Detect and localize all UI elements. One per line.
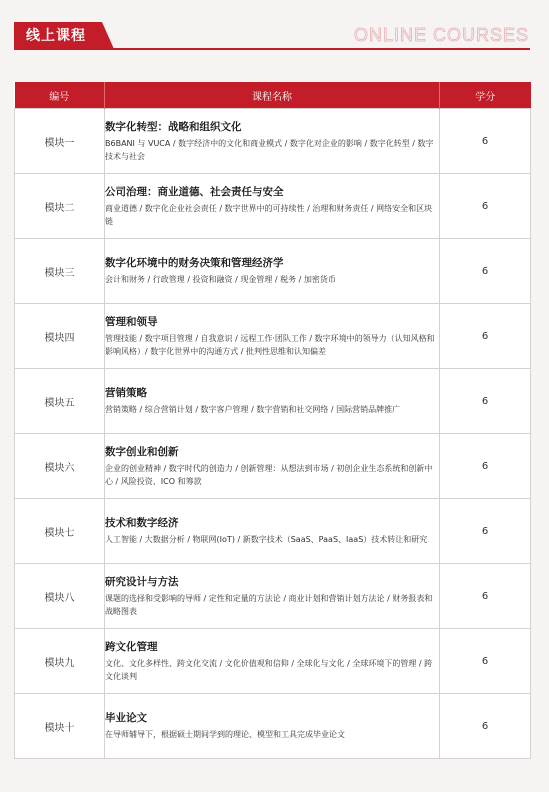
course-credits: 6 xyxy=(440,564,531,629)
course-credits: 6 xyxy=(440,369,531,434)
course-cell xyxy=(105,564,440,629)
title-divider xyxy=(14,48,530,50)
module-number: 模块一 xyxy=(15,109,105,174)
course-description: 课题的选择和受影响的导师 / 定性和定量的方法论 / 商业计划和营销计划方法论 / 财务报表和战略图表 xyxy=(105,594,433,616)
course-description: 在导师辅导下，根据硕士期间学到的理论、模型和工具完成毕业论文 xyxy=(105,730,345,740)
table-row xyxy=(15,109,531,174)
course-credits: 6 xyxy=(440,499,531,564)
table-row xyxy=(15,694,531,759)
table-row xyxy=(15,629,531,694)
course-description: 人工智能 / 大数据分析 / 物联网(IoT) / 新数字技术（SaaS、PaaS、IaaS）技术转让和研究 xyxy=(105,535,428,545)
course-description: B6BANI 与 VUCA / 数字经济中的文化和商业模式 / 数字化对企业的影响 / 数字化转型 / 数字技术与社会 xyxy=(105,139,434,161)
column-header-credits: 学分 xyxy=(440,82,531,109)
section-header xyxy=(0,0,549,52)
course-description: 营销策略 / 综合营销计划 / 数字客户管理 / 数字营销和社交网络 / 国际营销品牌推广 xyxy=(105,405,401,415)
module-number: 模块六 xyxy=(15,434,105,499)
module-number: 模块十 xyxy=(15,694,105,759)
course-title: 营销策略 xyxy=(105,387,147,400)
table-row xyxy=(15,434,531,499)
course-title: 技术和数字经济 xyxy=(105,517,179,530)
course-title: 数字化环境中的财务决策和管理经济学 xyxy=(105,257,284,270)
course-credits: 6 xyxy=(440,109,531,174)
table-row xyxy=(15,499,531,564)
course-description: 企业的创业精神 / 数字时代的创造力 / 创新管理：从想法到市场 / 初创企业生态系统和创新中心 / 风险投资、ICO 和筹款 xyxy=(105,464,433,486)
column-header-course: 课程名称 xyxy=(105,82,440,109)
course-credits: 6 xyxy=(440,304,531,369)
course-description: 商业道德 / 数字化企业社会责任 / 数字世界中的可持续性 / 治理和财务责任 / 网络安全和区块链 xyxy=(105,204,433,226)
course-credits: 6 xyxy=(440,629,531,694)
course-credits: 6 xyxy=(440,174,531,239)
course-description: 文化、文化多样性、跨文化交流 / 文化价值观和信仰 / 全球化与文化 / 全球环境下的管理 / 跨文化谈判 xyxy=(105,659,433,681)
course-cell xyxy=(105,304,440,369)
course-credits: 6 xyxy=(440,239,531,304)
course-cell xyxy=(105,174,440,239)
course-title: 毕业论文 xyxy=(105,712,147,725)
course-credits: 6 xyxy=(440,694,531,759)
table-body xyxy=(15,109,531,759)
module-number: 模块三 xyxy=(15,239,105,304)
module-number: 模块五 xyxy=(15,369,105,434)
module-number: 模块七 xyxy=(15,499,105,564)
page-title: 线上课程 xyxy=(26,28,86,44)
module-number: 模块四 xyxy=(15,304,105,369)
course-title: 公司治理：商业道德、社会责任与安全 xyxy=(105,186,284,198)
course-cell xyxy=(105,499,440,564)
table-row xyxy=(15,369,531,434)
english-title: ONLINE COURSES xyxy=(353,25,529,45)
course-cell xyxy=(105,369,440,434)
course-title: 研究设计与方法 xyxy=(105,576,179,588)
module-number: 模块二 xyxy=(15,174,105,239)
course-cell xyxy=(105,694,440,759)
module-number: 模块八 xyxy=(15,564,105,629)
course-credits: 6 xyxy=(440,434,531,499)
course-cell xyxy=(105,239,440,304)
course-description: 会计和财务 / 行政管理 / 投资和融资 / 现金管理 / 税务 / 加密货币 xyxy=(105,275,336,285)
course-description: 管理技能 / 数字项目管理 / 自我意识 / 远程工作·团队工作 / 数字环境中的领导力（认知风格和影响风格）/ 数字化世界中的沟通方式 / 批判性思维和认知偏差 xyxy=(105,334,435,356)
course-cell xyxy=(105,109,440,174)
courses-table xyxy=(14,82,531,759)
column-header-id: 编号 xyxy=(15,82,105,109)
table-row xyxy=(15,174,531,239)
table-row xyxy=(15,564,531,629)
table-row xyxy=(15,304,531,369)
course-title: 管理和领导 xyxy=(105,316,158,328)
course-title: 数字化转型：战略和组织文化 xyxy=(105,121,242,133)
course-title: 数字创业和创新 xyxy=(105,446,179,458)
course-cell xyxy=(105,434,440,499)
table-row xyxy=(15,239,531,304)
table-header-row xyxy=(15,82,531,109)
module-number: 模块九 xyxy=(15,629,105,694)
course-cell xyxy=(105,629,440,694)
course-title: 跨文化管理 xyxy=(105,641,158,653)
